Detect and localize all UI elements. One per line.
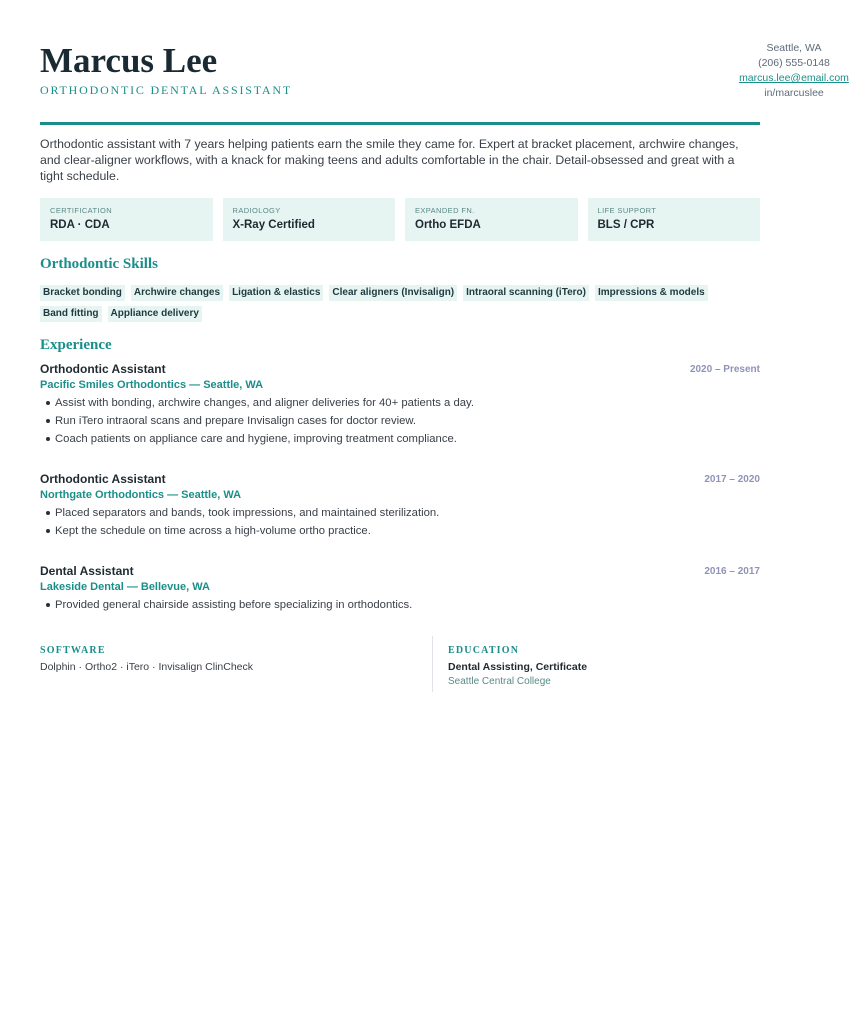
contact-location: Seattle, WA: [766, 42, 822, 54]
job-entry: [40, 472, 760, 540]
contact-linkedin: in/marcuslee: [764, 87, 824, 99]
job-bullet: Kept the schedule on time across a high-volume ortho practice.: [40, 522, 760, 540]
job-company: Northgate Orthodontics — Seattle, WA: [40, 489, 242, 501]
job-dates: 2020 – Present: [689, 364, 760, 375]
skill-tag: Bracket bonding: [40, 285, 125, 301]
highlight-label: LIFE SUPPORT: [597, 206, 657, 215]
job-company: Pacific Smiles Orthodontics — Seattle, WA: [40, 379, 264, 391]
experience-heading: Experience: [40, 337, 112, 353]
job-company: Lakeside Dental — Bellevue, WA: [40, 581, 210, 593]
job-dates: 2017 – 2020: [704, 474, 760, 485]
contact-phone: (206) 555-0148: [758, 57, 830, 69]
skill-tag: Band fitting: [40, 306, 102, 322]
highlight-value: RDA · CDA: [50, 219, 110, 231]
job-bullet: Run iTero intraoral scans and prepare Invisalign cases for doctor review.: [40, 412, 760, 430]
job-bullet: Assist with bonding, archwire changes, and aligner deliveries for 40+ patients a day.: [40, 394, 760, 412]
job-bullets: [40, 504, 760, 540]
contact-email-link[interactable]: marcus.lee@email.com: [739, 72, 849, 84]
job-entry: [40, 564, 760, 614]
education-degree: Dental Assisting, Certificate: [448, 661, 588, 673]
skill-tag: Intraoral scanning (iTero): [463, 285, 589, 301]
highlight-certification: [40, 198, 213, 241]
education-school: Seattle Central College: [448, 676, 551, 687]
highlight-label: RADIOLOGY: [232, 206, 281, 215]
skills-heading: Orthodontic Skills: [40, 256, 158, 272]
contact-block: [724, 41, 864, 101]
job-bullets: [40, 596, 760, 614]
software-list: Dolphin · Ortho2 · iTero · Invisalign ClinCheck: [40, 661, 253, 673]
highlight-life-support: [588, 198, 761, 241]
skill-tag: Appliance delivery: [108, 306, 202, 322]
education-heading: EDUCATION: [448, 645, 520, 656]
highlight-boxes: [40, 198, 760, 241]
header-divider: [40, 122, 760, 125]
job-title: Orthodontic Assistant: [40, 472, 166, 486]
job-bullet: Placed separators and bands, took impressions, and maintained sterilization.: [40, 504, 760, 522]
job-bullet: Provided general chairside assisting before specializing in orthodontics.: [40, 596, 760, 614]
skill-tag: Clear aligners (Invisalign): [329, 285, 457, 301]
highlight-value: Ortho EFDA: [415, 219, 481, 231]
highlight-expanded-functions: [405, 198, 578, 241]
skill-tag: Archwire changes: [131, 285, 223, 301]
software-heading: SOFTWARE: [40, 645, 106, 656]
job-dates: 2016 – 2017: [704, 566, 760, 577]
highlight-value: BLS / CPR: [597, 219, 655, 231]
skill-tag: Impressions & models: [595, 285, 708, 301]
job-bullet: Coach patients on appliance care and hygiene, improving treatment compliance.: [40, 430, 760, 448]
column-divider: [432, 636, 433, 692]
job-title: Dental Assistant: [40, 564, 134, 578]
candidate-name: Marcus Lee: [40, 41, 218, 80]
highlight-value: X-Ray Certified: [232, 219, 315, 231]
job-bullets: [40, 394, 760, 448]
candidate-title: ORTHODONTIC DENTAL ASSISTANT: [40, 83, 292, 97]
highlight-radiology: [223, 198, 396, 241]
skills-list: [40, 285, 760, 322]
highlight-label: EXPANDED FN.: [415, 206, 475, 215]
skill-tag: Ligation & elastics: [229, 285, 323, 301]
summary-text: Orthodontic assistant with 7 years helping patients earn the smile they came for. Expert at bracket placement, archwire changes, and clear-aligner workflows, with a knack for making teens and adults comfortable in the chair. Detail-obsessed and great with a tight schedule.: [40, 137, 739, 184]
job-title: Orthodontic Assistant: [40, 362, 166, 376]
job-entry: [40, 362, 760, 448]
highlight-label: CERTIFICATION: [50, 206, 113, 215]
